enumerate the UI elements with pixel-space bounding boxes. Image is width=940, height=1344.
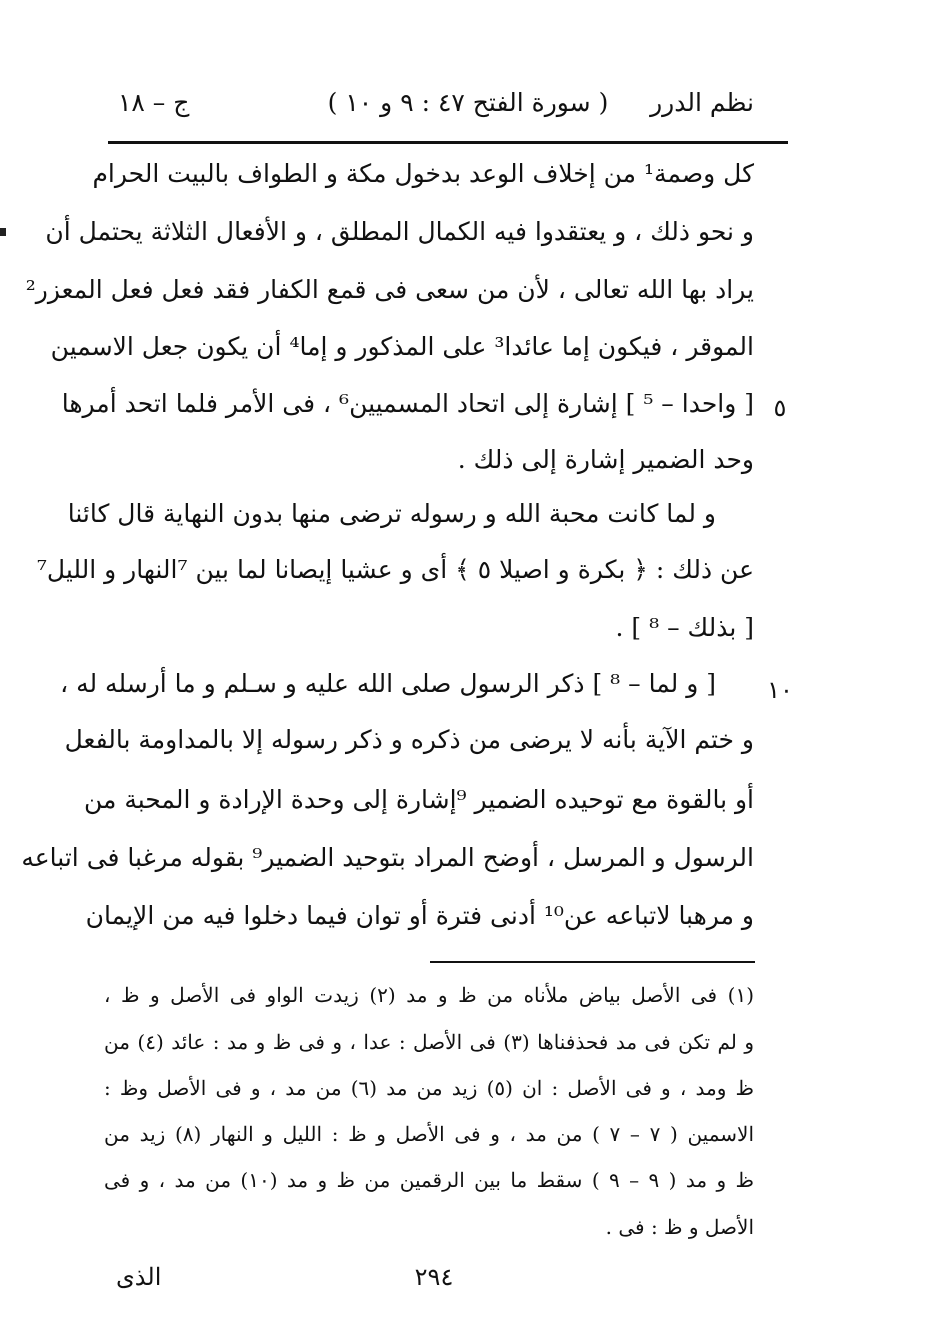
body-line: و لما كانت محبة الله و رسوله ترضى منها بدون النهاية قال كائنا bbox=[67, 499, 716, 528]
header-rule bbox=[108, 141, 788, 144]
body-line: أو بالقوة مع توحيده الضمير ⁹إشارة إلى وحدة الإرادة و المحبة من bbox=[83, 785, 754, 814]
page-number: ٢٩٤ bbox=[414, 1263, 454, 1291]
body-line: الموقر ، فيكون إما عائدا³ على المذكور و إما⁴ أن يكون جعل الاسمين bbox=[50, 332, 754, 361]
footnote-line: و لم تكن فى مد فحذفناها (٣) فى الأصل : عدا ، و فى ظ و مد : عائد (٤) من bbox=[104, 1030, 754, 1054]
body-line: [ بذلك – ⁸ ] . bbox=[615, 613, 754, 642]
body-line: [ و لما – ⁸ ] ذكر الرسول صلى الله عليه و سـلم و ما أرسله له ، bbox=[60, 669, 716, 698]
body-line: عن ذلك : ﴿ بكرة و اصيلا ٥ ﴾ أى و عشيا إيصانا لما بين ⁷النهار و الليل⁷ bbox=[36, 555, 754, 584]
footnote-line: الاسمين ( ٧ – ٧ ) من مد ، و فى الأصل و ظ : الليل و النهار (٨) زيد من bbox=[104, 1122, 754, 1146]
body-line: و نحو ذلك ، و يعتقدوا فيه الكمال المطلق ، و الأفعال الثلاثة يحتمل أن bbox=[45, 217, 754, 246]
footnote-line: ظ ومد ، و فى الأصل : ان (٥) زيد من مد (٦) من مد ، و فى الأصل وظ : bbox=[104, 1076, 755, 1100]
body-line: يراد بها الله تعالى ، لأن من سعى فى قمع الكفار فقد فعل فعل المعزر² bbox=[25, 275, 754, 304]
footnote-rule bbox=[430, 961, 755, 963]
surah-reference: ( سورة الفتح ٤٧ : ٩ و ١٠ ) bbox=[327, 88, 609, 117]
margin-mark bbox=[0, 228, 6, 236]
catchword: الذى bbox=[116, 1263, 162, 1291]
body-line: الرسول و المرسل ، أوضح المراد بتوحيد الضمير⁹ بقوله مرغبا فى اتباعه bbox=[21, 843, 754, 872]
body-line: و مرهبا لاتباعه عن¹⁰ أدنى فترة أو توان فيما دخلوا فيه من الإيمان bbox=[85, 901, 754, 930]
footnote-line: (١) فى الأصل بياض ملأناه من ظ و مد (٢) زيدت الواو فى الأصل و ظ ، bbox=[104, 983, 755, 1007]
footnote-line: الأصل و ظ : فى . bbox=[605, 1215, 754, 1239]
body-line: و ختم الآية بأنه لا يرضى من ذكره و ذكر رسوله إلا بالمداومة بالفعل bbox=[64, 725, 754, 754]
volume-number: ج – ١٨ bbox=[118, 88, 190, 117]
running-title: نظم الدرر bbox=[650, 88, 754, 117]
line-number-5: ٥ bbox=[773, 394, 787, 422]
footnote-line: ظ و مد ( ٩ – ٩ ) سقط ما بين الرقمين من ظ و مد (١٠) من مد ، و فى bbox=[104, 1168, 754, 1192]
line-number-10: ١٠ bbox=[767, 676, 793, 704]
body-line: [ واحدا – ⁵ ] إشارة إلى اتحاد المسميين⁶ ، فى الأمر فلما اتحد أمرها bbox=[61, 389, 754, 418]
body-line: وحد الضمير إشارة إلى ذلك . bbox=[457, 445, 754, 474]
body-line: كل وصمة¹ من إخلاف الوعد بدخول مكة و الطواف بالبيت الحرام bbox=[92, 159, 754, 188]
